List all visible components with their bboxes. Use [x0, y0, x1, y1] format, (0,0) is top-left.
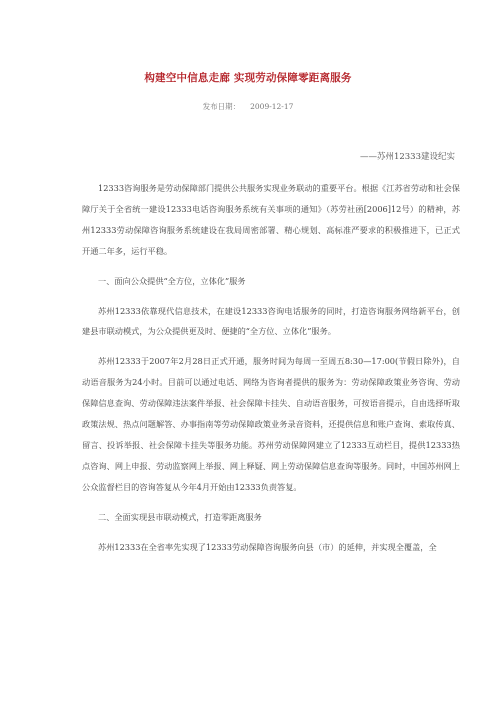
paragraph-section2-a: 苏州12333在全省率先实现了12333劳动保障咨询服务向县（市）的延伸，并实现全覆盖，全: [98, 541, 437, 552]
publish-date: [0, 101, 496, 112]
article-title: 构建空中信息走廊 实现劳动保障零距离服务: [144, 72, 352, 84]
section-heading-1: 一、面向公众提供“全方位，立体化”服务: [98, 275, 246, 286]
paragraph-section1-a: 苏州12333依靠现代信息技术，在建设12333咨询电话服务的同时，打造咨询服务网络新平台，创建县市联动模式，为公众提供更及时、便捷的“全方位、立体化”服务。: [82, 305, 460, 337]
publish-date-label: 发布日期：: [202, 102, 241, 111]
section-heading-2: 二、全面实现县市联动模式，打造零距离服务: [98, 511, 262, 522]
article-subtitle-signature: ——苏州12333建设纪实: [359, 152, 455, 162]
article-body: [82, 178, 460, 567]
paragraph-intro: 12333咨询服务是劳动保障部门提供公共服务实现业务联动的重要平台。根据《江苏省劳动和社会保障厅关于全省统一建设12333电话咨询服务系统有关事项的通知》（苏劳社函[2006]12号）的精神，苏州12333劳动保障咨询服务系统建设在我局周密部署、精心规划、高标准严要求的积极推进下，已正式开通二年多，运行平稳。: [82, 183, 460, 256]
paragraph-section1-b: 苏州12333于2007年2月28日正式开通，服务时间为每周一至周五8:30—17:00(节假日除外)，自动语音服务为24小时。目前可以通过电话、网络为咨询者提供的服务为：劳动保障政策业务咨询、劳动保障信息查询、劳动保障违法案件举报、社会保障卡挂失、自动语音服务，可按语音提示，自由选择听取政策法规、热点问题解答、办事指南等劳动保障政策业务录音资料，还提供信息和账户查询、索取传真、留言、投诉举报、社会保障卡挂失等服务功能。苏州劳动保障网建立了12333互动栏目，提供12333热点咨询、网上申报、劳动监察网上举报、网上释疑、网上劳动保障信息查询等服务。同时，中国苏州网上公众监督栏目的咨询答复从今年4月开始由12333负责答复。: [82, 356, 460, 492]
publish-date-value: 2009-12-17: [250, 102, 294, 111]
